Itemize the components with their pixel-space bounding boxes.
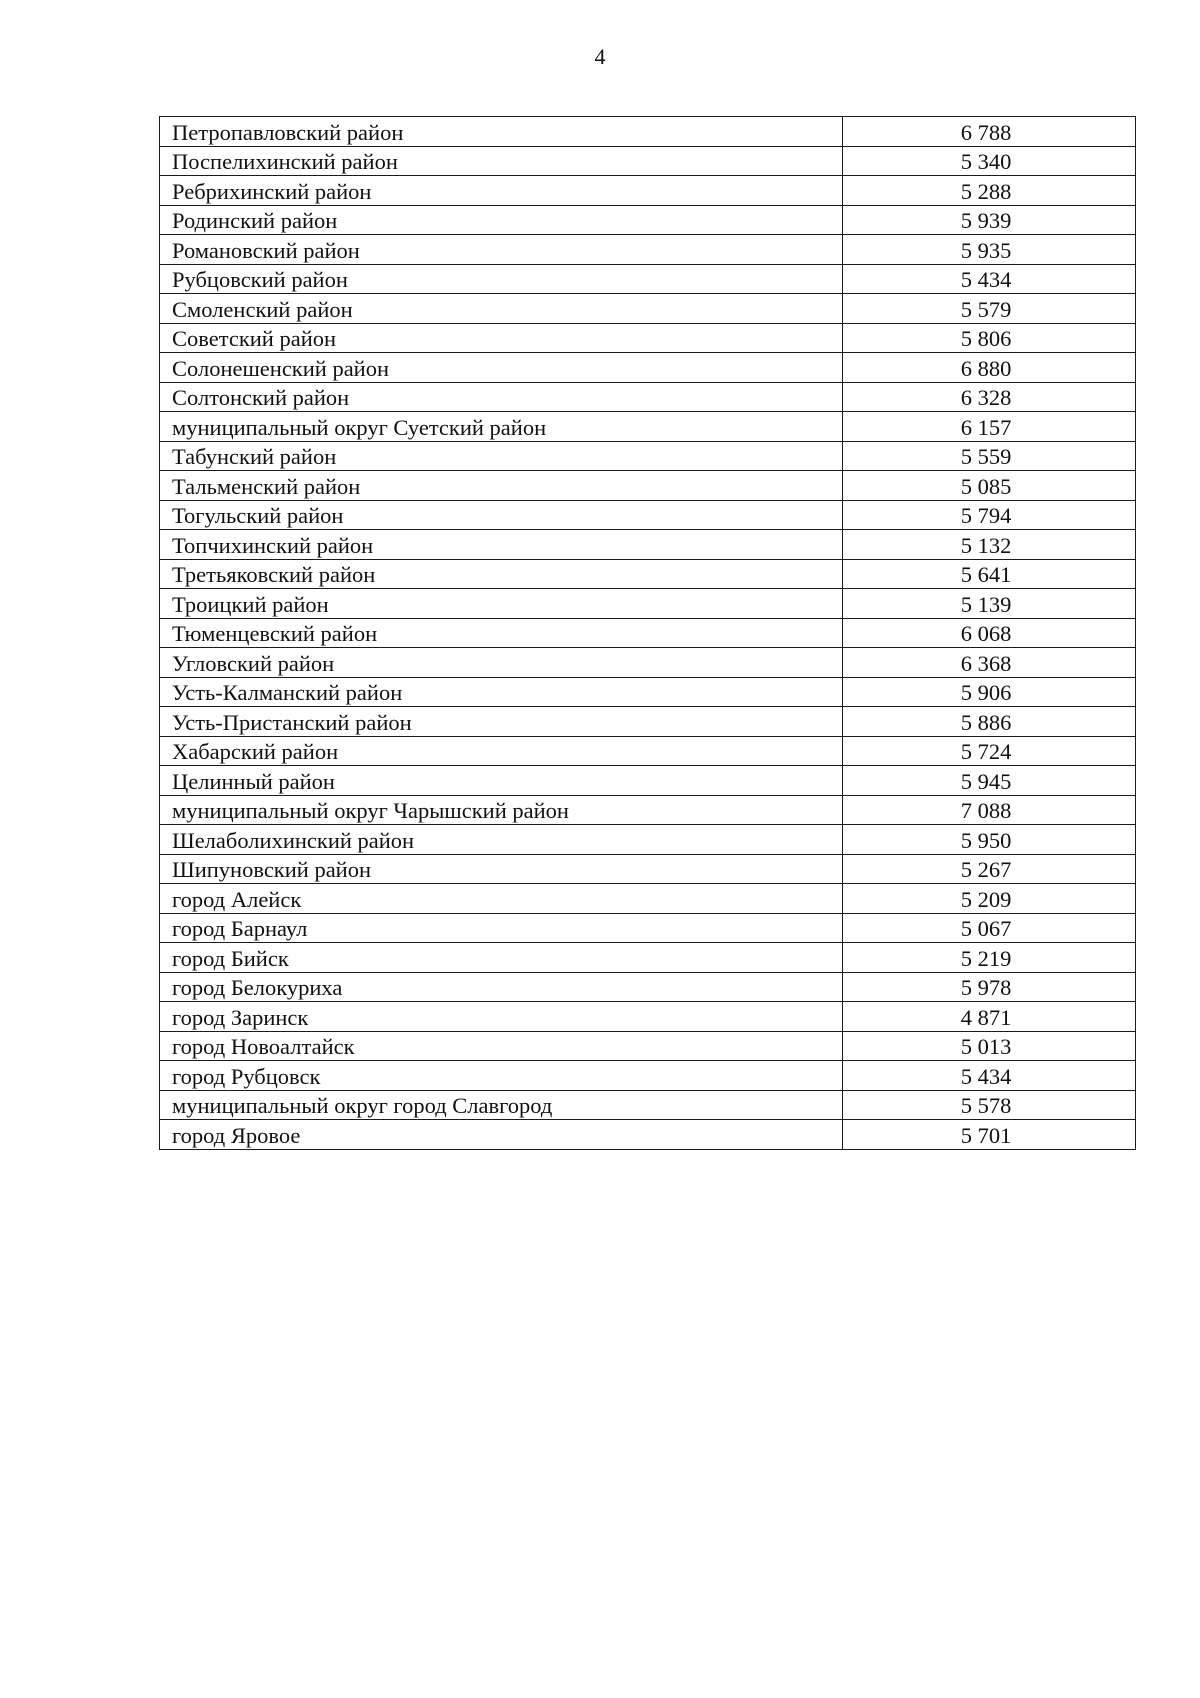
value-cell: 4 871: [843, 1002, 1136, 1032]
table-row: [160, 205, 1136, 235]
value-cell: 5 939: [843, 205, 1136, 235]
municipality-name-cell: Целинный район: [160, 766, 843, 796]
table-row: [160, 854, 1136, 884]
value-cell: 5 806: [843, 323, 1136, 353]
municipality-name-cell: город Бийск: [160, 943, 843, 973]
table-row: [160, 766, 1136, 796]
value-cell: 5 288: [843, 176, 1136, 206]
value-cell: 5 641: [843, 559, 1136, 589]
table-row: [160, 294, 1136, 324]
table-row: [160, 943, 1136, 973]
municipality-name-cell: муниципальный округ Чарышский район: [160, 795, 843, 825]
table-row: [160, 913, 1136, 943]
value-cell: 5 340: [843, 146, 1136, 176]
table-row: [160, 1002, 1136, 1032]
table-body: [160, 117, 1136, 1150]
municipality-name-cell: Угловский район: [160, 648, 843, 678]
table-row: [160, 1090, 1136, 1120]
municipality-name-cell: Троицкий район: [160, 589, 843, 619]
municipality-name-cell: Советский район: [160, 323, 843, 353]
municipality-name-cell: город Заринск: [160, 1002, 843, 1032]
value-cell: 7 088: [843, 795, 1136, 825]
table-row: [160, 323, 1136, 353]
municipality-name-cell: Романовский район: [160, 235, 843, 265]
municipality-name-cell: Тогульский район: [160, 500, 843, 530]
municipality-name-cell: Смоленский район: [160, 294, 843, 324]
value-cell: 5 209: [843, 884, 1136, 914]
value-cell: 5 950: [843, 825, 1136, 855]
value-cell: 6 157: [843, 412, 1136, 442]
municipality-name-cell: Солонешенский район: [160, 353, 843, 383]
value-cell: 5 139: [843, 589, 1136, 619]
value-cell: 5 067: [843, 913, 1136, 943]
value-cell: 5 906: [843, 677, 1136, 707]
data-table: [159, 116, 1136, 1150]
value-cell: 6 880: [843, 353, 1136, 383]
municipality-name-cell: Хабарский район: [160, 736, 843, 766]
value-cell: 5 132: [843, 530, 1136, 560]
value-cell: 5 724: [843, 736, 1136, 766]
table-row: [160, 707, 1136, 737]
value-cell: 6 788: [843, 117, 1136, 147]
table-row: [160, 795, 1136, 825]
table-row: [160, 559, 1136, 589]
table-row: [160, 530, 1136, 560]
table-row: [160, 1120, 1136, 1150]
municipality-name-cell: Усть-Калманский район: [160, 677, 843, 707]
table-row: [160, 264, 1136, 294]
municipality-name-cell: Шелаболихинский район: [160, 825, 843, 855]
table-row: [160, 500, 1136, 530]
table-row: [160, 736, 1136, 766]
value-cell: 5 559: [843, 441, 1136, 471]
municipality-name-cell: Третьяковский район: [160, 559, 843, 589]
municipality-name-cell: Табунский район: [160, 441, 843, 471]
table-row: [160, 1061, 1136, 1091]
value-cell: 5 219: [843, 943, 1136, 973]
table-row: [160, 146, 1136, 176]
municipality-name-cell: Топчихинский район: [160, 530, 843, 560]
value-cell: 5 434: [843, 264, 1136, 294]
table-row: [160, 618, 1136, 648]
table-row: [160, 117, 1136, 147]
value-cell: 5 434: [843, 1061, 1136, 1091]
table-row: [160, 972, 1136, 1002]
municipality-name-cell: Ребрихинский район: [160, 176, 843, 206]
value-cell: 6 328: [843, 382, 1136, 412]
municipality-name-cell: Тюменцевский район: [160, 618, 843, 648]
value-cell: 5 886: [843, 707, 1136, 737]
value-cell: 6 068: [843, 618, 1136, 648]
value-cell: 5 267: [843, 854, 1136, 884]
table-row: [160, 441, 1136, 471]
municipality-name-cell: город Рубцовск: [160, 1061, 843, 1091]
municipality-name-cell: город Яровое: [160, 1120, 843, 1150]
municipality-name-cell: муниципальный округ город Славгород: [160, 1090, 843, 1120]
municipality-name-cell: город Белокуриха: [160, 972, 843, 1002]
page-number: 4: [594, 44, 606, 69]
value-cell: 5 794: [843, 500, 1136, 530]
municipality-name-cell: Петропавловский район: [160, 117, 843, 147]
municipality-name-cell: Родинский район: [160, 205, 843, 235]
value-cell: 5 578: [843, 1090, 1136, 1120]
table-row: [160, 589, 1136, 619]
table-row: [160, 235, 1136, 265]
municipality-name-cell: город Новоалтайск: [160, 1031, 843, 1061]
table-row: [160, 1031, 1136, 1061]
value-cell: 5 935: [843, 235, 1136, 265]
municipality-name-cell: муниципальный округ Суетский район: [160, 412, 843, 442]
table-row: [160, 648, 1136, 678]
municipality-name-cell: Тальменский район: [160, 471, 843, 501]
table-row: [160, 353, 1136, 383]
value-cell: 6 368: [843, 648, 1136, 678]
municipality-name-cell: город Алейск: [160, 884, 843, 914]
value-cell: 5 013: [843, 1031, 1136, 1061]
municipality-name-cell: город Барнаул: [160, 913, 843, 943]
table-row: [160, 825, 1136, 855]
table-row: [160, 471, 1136, 501]
table-row: [160, 412, 1136, 442]
municipality-name-cell: Усть-Пристанский район: [160, 707, 843, 737]
value-cell: 5 701: [843, 1120, 1136, 1150]
municipality-name-cell: Шипуновский район: [160, 854, 843, 884]
value-cell: 5 945: [843, 766, 1136, 796]
table-row: [160, 677, 1136, 707]
table-row: [160, 176, 1136, 206]
value-cell: 5 085: [843, 471, 1136, 501]
value-cell: 5 978: [843, 972, 1136, 1002]
municipality-name-cell: Солтонский район: [160, 382, 843, 412]
value-cell: 5 579: [843, 294, 1136, 324]
municipality-name-cell: Поспелихинский район: [160, 146, 843, 176]
municipality-name-cell: Рубцовский район: [160, 264, 843, 294]
table-row: [160, 382, 1136, 412]
table-row: [160, 884, 1136, 914]
